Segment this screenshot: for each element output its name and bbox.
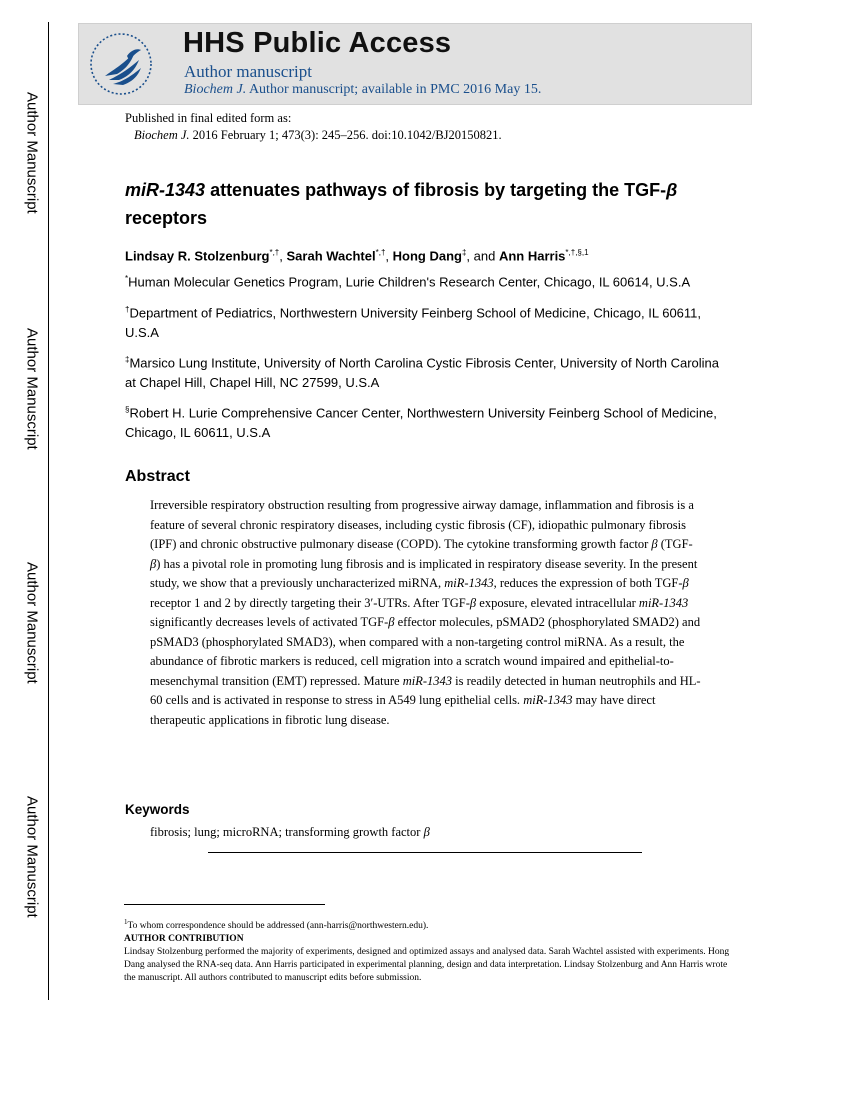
abstract-text: exposure, elevated intracellular (476, 595, 639, 610)
author-name: Lindsay R. Stolzenburg (125, 248, 270, 264)
beta-symbol: β (651, 537, 658, 551)
footnotes (124, 916, 734, 985)
affiliation (125, 400, 725, 442)
manuscript-type: Author manuscript (184, 62, 312, 81)
affiliation-mark: ‡ (125, 355, 130, 365)
contribution-heading: AUTHOR CONTRIBUTION (124, 934, 244, 945)
affiliation (125, 300, 725, 342)
abstract-text: significantly decreases levels of activated TGF- (150, 615, 389, 629)
abstract-heading: Abstract (125, 468, 190, 485)
affiliation-text: Department of Pediatrics, Northwestern University Feinberg School of Medicine, Chicago, IL 60611, U.S.A (125, 305, 702, 340)
beta-symbol: β (682, 576, 689, 590)
affiliations (125, 269, 725, 451)
footnote-mark: 1 (124, 918, 128, 926)
author-manuscript-label: Author Manuscript (23, 796, 41, 918)
availability-text: Author manuscript; available in PMC 2016 May 15. (248, 82, 542, 97)
keywords-heading: Keywords (125, 802, 190, 817)
author-manuscript-label: Author Manuscript (23, 328, 41, 450)
hhs-eagle-logo-icon (87, 30, 155, 98)
author-separator: , (279, 248, 287, 264)
beta-symbol: β (388, 615, 395, 629)
mirna-name: miR-1343 (523, 693, 573, 707)
citation (125, 127, 502, 144)
keywords-text: fibrosis; lung; microRNA; transforming growth factor (150, 825, 424, 839)
abstract-text: Irreversible respiratory obstruction resulting from progressive airway damage, inflammation and fibrosis is a feature of several chronic respiratory diseases, including cystic fibrosis (CF), idiopathic pulmonary fibrosis (IPF) and chronic obstructive pulmonary disease (COPD). The cytokine transforming growth factor (150, 498, 694, 551)
author-manuscript-label: Author Manuscript (23, 92, 41, 214)
affiliation-text: Robert H. Lurie Comprehensive Cancer Center, Northwestern University Feinberg School of Medicine, Chicago, IL 60611, U.S.A (125, 405, 717, 441)
affiliation-mark: * (125, 274, 129, 283)
beta-symbol: β (423, 825, 430, 839)
author-separator: , (385, 248, 393, 264)
author-separator: , and (466, 248, 499, 264)
affiliation-text: Marsico Lung Institute, University of North Carolina Cystic Fibrosis Center, University of North Carolina at Chapel Hill, Chapel Hill, NC 27599, U.S.A (125, 355, 719, 390)
author-name: Ann Harris (498, 248, 566, 264)
beta-symbol: β (469, 595, 477, 610)
section-divider (208, 852, 642, 853)
publication-note (125, 110, 502, 144)
keywords-list (150, 825, 430, 840)
hhs-title: HHS Public Access (183, 27, 452, 59)
mirna-name: miR-1343 (444, 576, 494, 590)
footnote-rule (124, 904, 325, 905)
abstract-text: is readily detected in human neutrophils and HL-60 cells and is activated in response to stress in A549 lung epithelial cells. (150, 673, 701, 707)
journal-name: Biochem J. (184, 82, 247, 97)
author-name: Hong Dang (392, 248, 462, 264)
abstract-text: receptor 1 and 2 by directly targeting their 3′-UTRs. After TGF- (150, 595, 470, 610)
published-label: Published in final edited form as: (125, 111, 292, 125)
title-beta: β (666, 180, 678, 200)
citation-journal: Biochem J. (134, 128, 190, 142)
hhs-header (78, 23, 752, 105)
mirna-name: miR-1343 (402, 673, 453, 688)
abstract-text: effector molecules, pSMAD2 (phosphorylated SMAD2) and pSMAD3 (phosphorylated SMAD3), when compared with a non-targeting control miRNA. As a result, the abundance of fibrotic markers is reduced, cell migration into a scratch wound impaired and epithelial-to-mesenchymal transition (EMT) repressed. Mature (150, 615, 701, 688)
affiliation (125, 350, 725, 392)
beta-symbol: β (150, 556, 157, 571)
author-affil-mark: ‡ (461, 248, 467, 257)
affiliation-mark: † (125, 304, 130, 314)
abstract-text: may have direct therapeutic applications in fibrotic lung disease. (150, 693, 656, 727)
correspondence-footnote (124, 916, 734, 933)
author-name: Sarah Wachtel (286, 248, 376, 264)
mirna-name: miR-1343 (638, 595, 689, 610)
abstract-text: , reduces the expression of both TGF- (493, 576, 683, 590)
affiliation (125, 269, 725, 292)
article-title (125, 176, 765, 232)
author-affil-mark: *,† (375, 248, 386, 257)
title-line2: receptors (125, 208, 208, 228)
citation-details: 2016 February 1; 473(3): 245–256. doi:10.1042/BJ20150821. (192, 128, 502, 142)
author-manuscript-label: Author Manuscript (23, 562, 41, 684)
affiliation-text: Human Molecular Genetics Program, Lurie Children's Research Center, Chicago, IL 60614, U.S.A (128, 274, 691, 290)
margin-rule (48, 22, 49, 1000)
abstract-body (150, 496, 702, 730)
author-list (125, 248, 765, 263)
author-affil-mark: *,† (269, 248, 280, 257)
abstract-text: (TGF- (657, 537, 693, 551)
abstract-text: ) has a pivotal role in promoting lung fibrosis and is implicated in respiratory disease severity. In the present study, we show that a previously uncharacterized miRNA, (150, 556, 698, 590)
author-affil-mark: *,†,§,1 (565, 248, 589, 257)
correspondence-text: To whom correspondence should be addressed (ann-harris@northwestern.edu). (127, 921, 429, 932)
availability-line (184, 82, 541, 98)
title-mirna: miR-1343 (125, 180, 206, 200)
affiliation-mark: § (125, 405, 130, 415)
title-text: attenuates pathways of fibrosis by targeting the TGF- (210, 180, 667, 200)
contribution-text: Lindsay Stolzenburg performed the majority of experiments, designed and optimized assays and analysed data. Sarah Wachtel assisted with experiments. Hong Dang analysed the RNA-seq data. Ann Harris participated in experimental planning, design and data interpretation. Lindsay Stolzenburg and Ann Harris wrote the manuscript. All authors contributed to manuscript edits before submission. (124, 947, 730, 984)
